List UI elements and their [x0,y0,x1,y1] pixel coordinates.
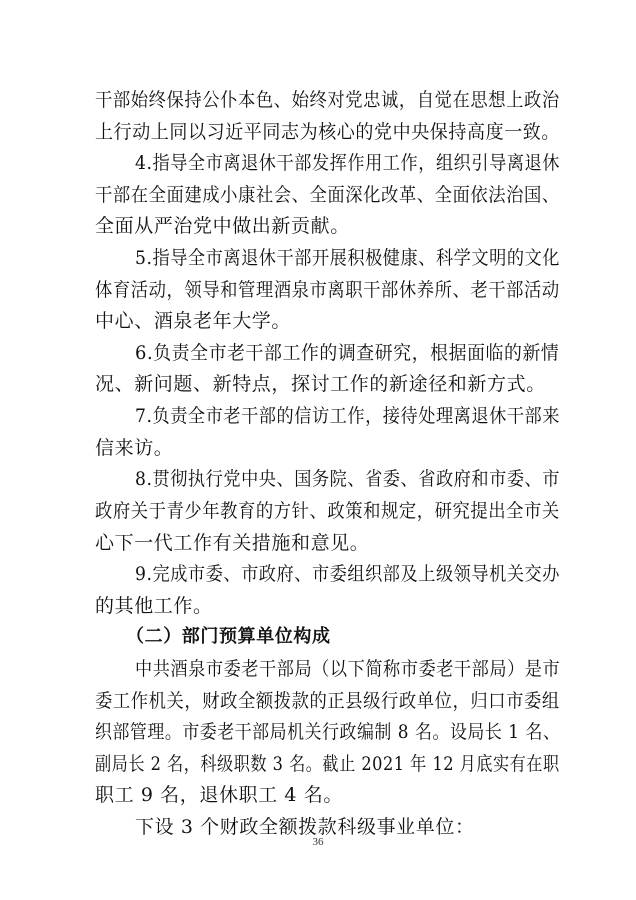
body-line: 中心、酒泉老年大学。 [95,310,292,332]
body-line: 6.负责全市老干部工作的调查研究，根据面临的新情 [135,342,560,364]
page-number: 36 [312,836,324,848]
body-line: 的其他工作。 [95,595,213,617]
body-line: 委工作机关，财政全额拨款的正县级行政单位，归口市委组 [95,690,560,712]
body-line: 全面从严治党中做出新贡献。 [95,215,350,237]
body-line: 7.负责全市老干部的信访工作，接待处理离退休干部来 [135,405,561,427]
body-line: 8.贯彻执行党中央、国务院、省委、省政府和市委、市 [135,468,561,490]
body-line: 职工 9 名，退休职工 4 名。 [95,784,343,806]
body-line: 况、新问题、新特点，探讨工作的新途径和新方式。 [95,373,546,395]
body-line: 心下一代工作有关措施和意见。 [95,532,370,554]
body-line: 下设 3 个财政全额拨款科级事业单位： [135,816,475,838]
body-line: 信来访。 [95,437,174,459]
body-line: 干部始终保持公仆本色、始终对党忠诚，自觉在思想上政治 [95,89,560,111]
body-line: 中共酒泉市委老干部局（以下简称市委老干部局）是市 [135,658,561,680]
body-line: 副局长 2 名，科级职数 3 名。截止 2021 年 12 月底实有在职 [95,753,560,775]
body-line: 9.完成市委、市政府、市委组织部及上级领导机关交办 [135,563,561,585]
body-line: 上行动上同以习近平同志为核心的党中央保持高度一致。 [95,121,561,143]
body-line: 4.指导全市离退休干部发挥作用工作，组织引导离退休 [135,152,561,174]
body-line: 体育活动，领导和管理酒泉市离职干部休养所、老干部活动 [95,279,560,301]
body-line: 织部管理。市委老干部局机关行政编制 8 名。设局长 1 名、 [95,721,561,743]
body-line: 5.指导全市离退休干部开展积极健康、科学文明的文化 [135,247,561,269]
body-line: 干部在全面建成小康社会、全面深化改革、全面依法治国、 [95,184,560,206]
body-line: 政府关于青少年教育的方针、政策和规定，研究提出全市关 [95,500,560,522]
section-heading: （二）部门预算单位构成 [126,626,331,647]
